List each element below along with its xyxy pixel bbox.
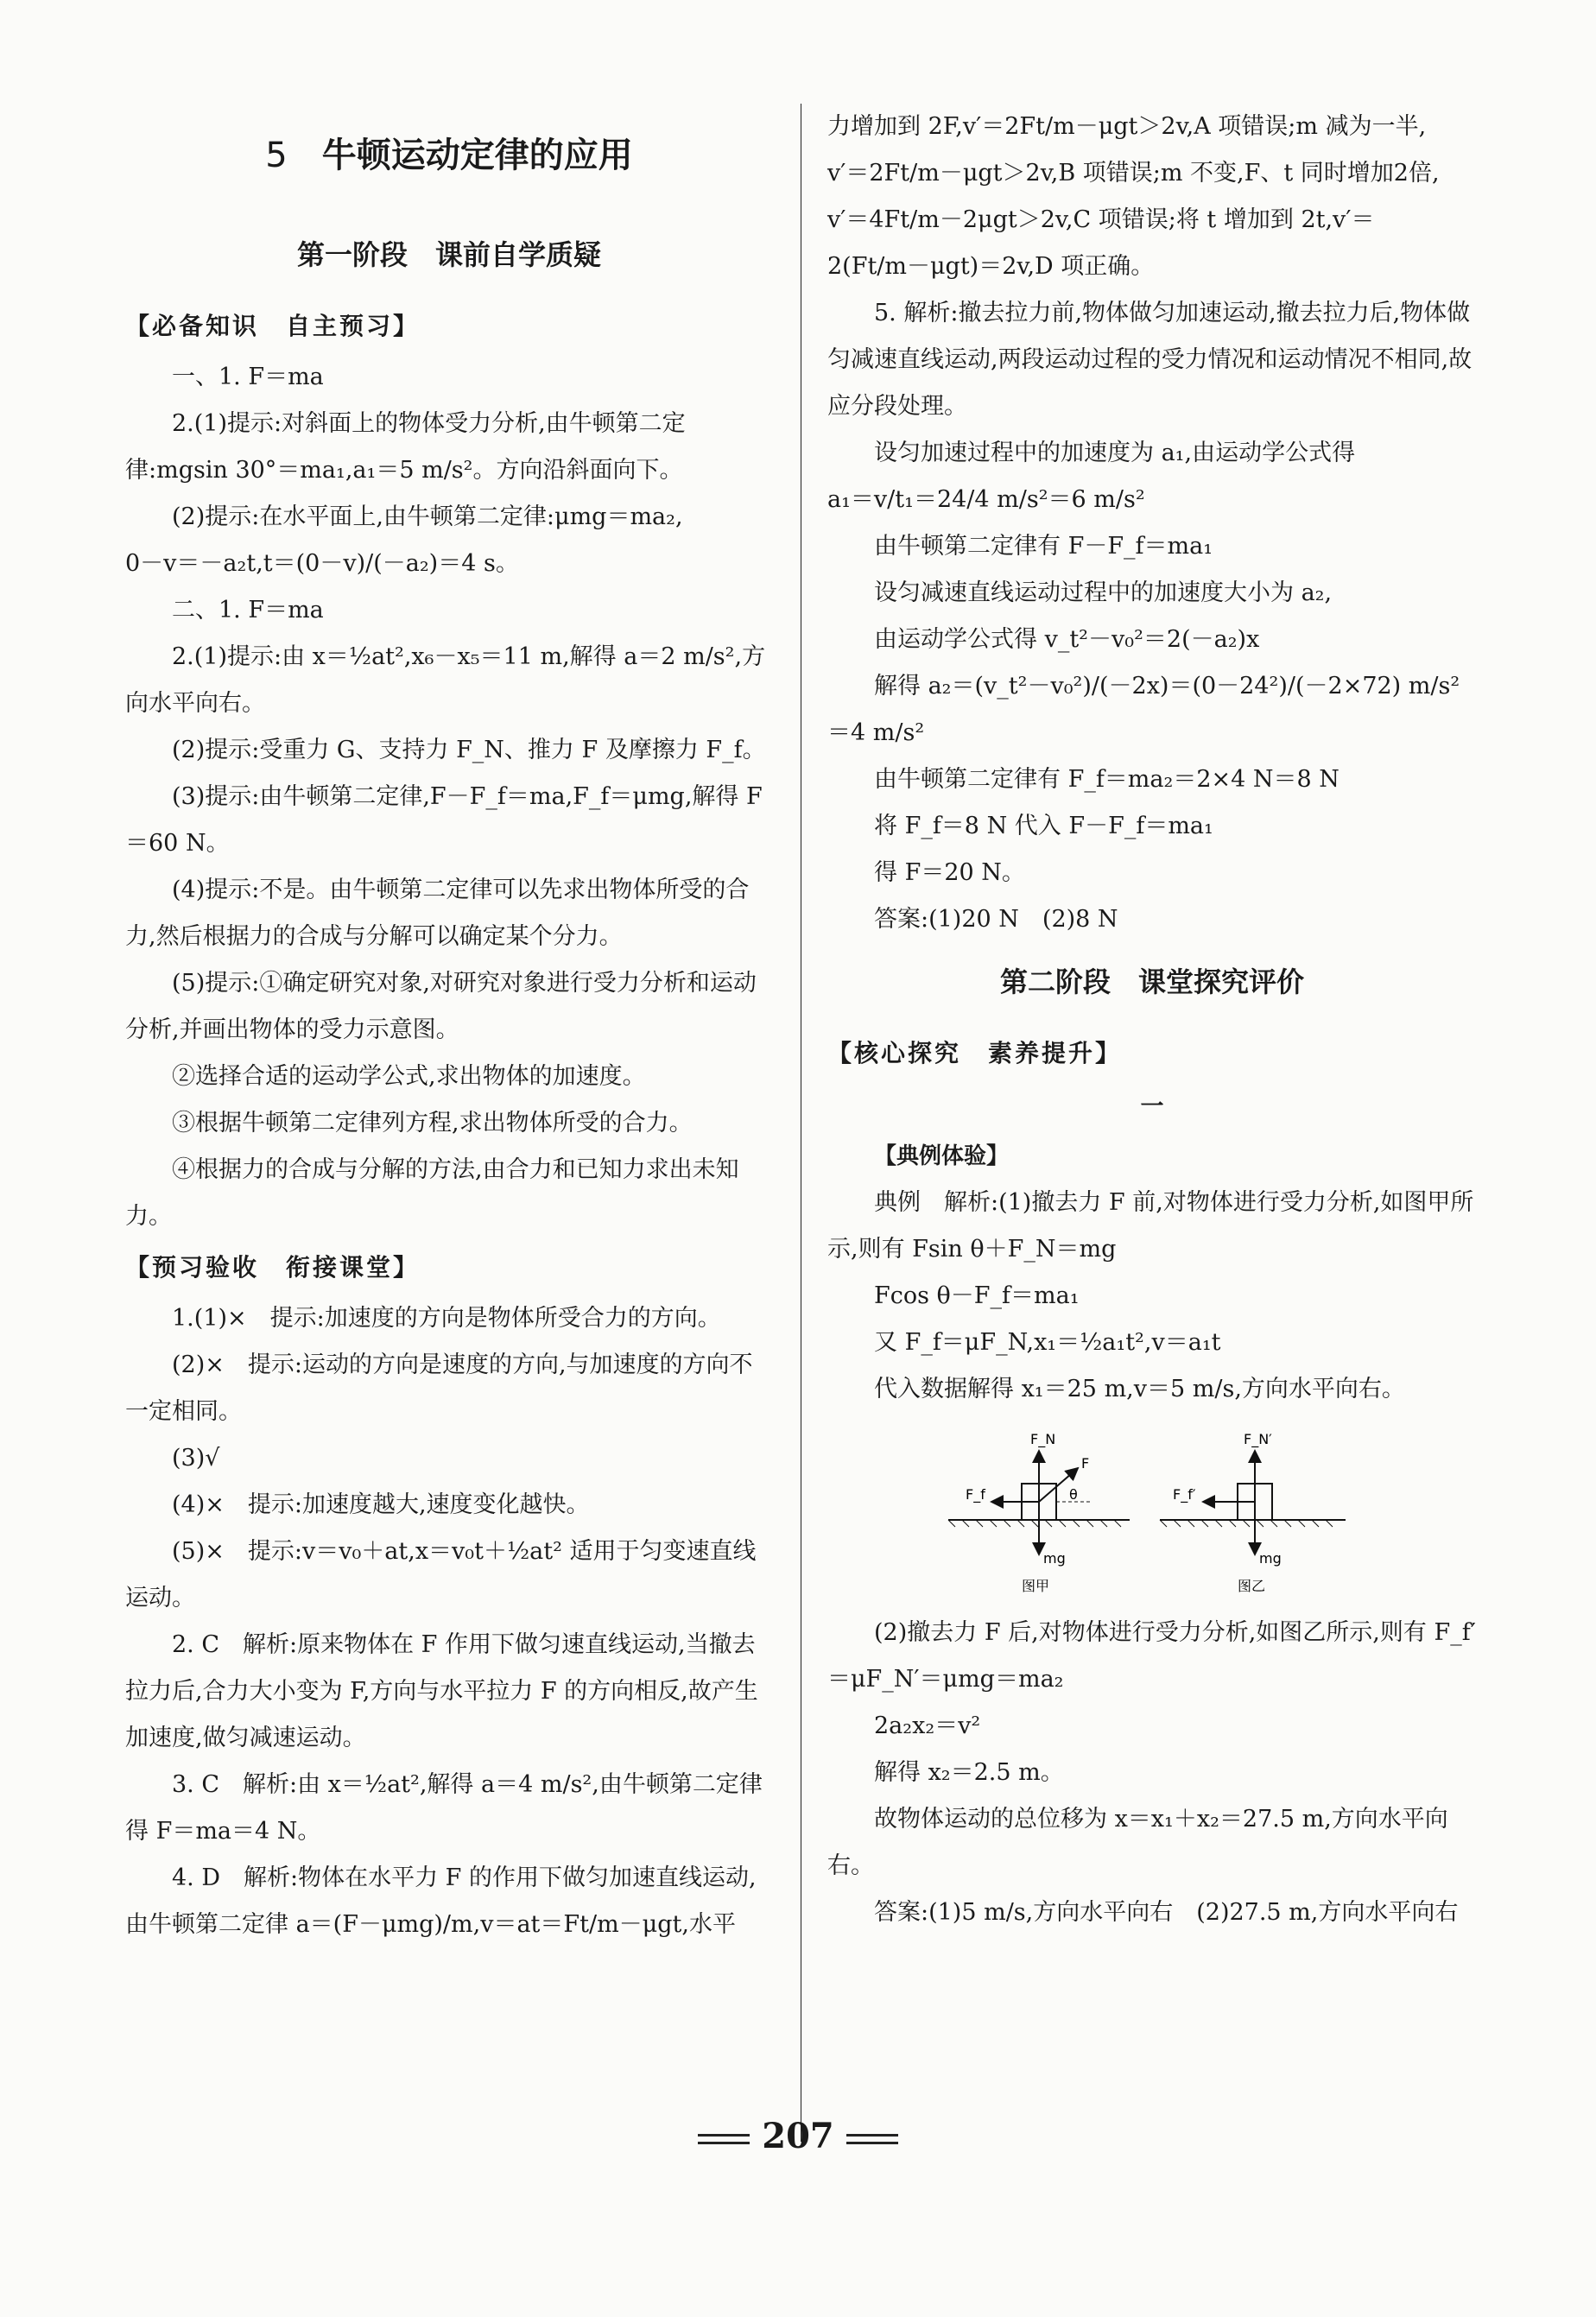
chapter-number: 5	[265, 136, 288, 175]
solution-line: 由牛顿第二定律有 F_f＝ma₂＝2×4 N＝8 N	[874, 766, 1340, 793]
answer-line: 一、1. F＝ma	[172, 364, 324, 390]
solution-line: 设匀加速过程中的加速度为 a₁,由运动学公式得	[874, 440, 1356, 466]
example-line: Fcos θ－F_f＝ma₁	[874, 1282, 1080, 1309]
section-core: 【核心探究 素养提升】	[827, 1039, 1123, 1067]
example-line: (2)撤去力 F 后,对物体进行受力分析,如图乙所示,则有 F_f′＝μF_N′＝μmg＝ma₂	[827, 1619, 1476, 1693]
example-answer: 答案:(1)5 m/s,方向水平向右 (2)27.5 m,方向水平向右	[874, 1899, 1459, 1926]
caption-jia: 图甲	[1022, 1578, 1050, 1594]
section-preview: 【预习验收 衔接课堂】	[125, 1253, 421, 1282]
solution-line: v′＝2Ft/m－μgt＞2v,B 项错误;m 不变,F、t 同时增加2倍,	[827, 160, 1440, 187]
page-number	[0, 2116, 1596, 2156]
solution-line: 由牛顿第二定律有 F－F_f＝ma₁	[874, 533, 1213, 560]
answer-line: 2.(1)提示:由 x＝½at²,x₆－x₅＝11 m,解得 a＝2 m/s²,方向水平向右。	[125, 643, 766, 717]
answer-line: (5)提示:①确定研究对象,对研究对象进行受力分析和运动分析,并画出物体的受力示意图。	[125, 970, 757, 1043]
ground-hatch	[1160, 1520, 1333, 1527]
preview-line: 2. C 解析:原来物体在 F 作用下做匀速直线运动,当撤去拉力后,合力大小变为 F,方向与水平拉力 F 的方向相反,故产生加速度,做匀减速运动。	[125, 1631, 758, 1751]
preview-line: 4. D 解析:物体在水平力 F 的作用下做匀加速直线运动,由牛顿第二定律 a＝(F－μmg)/m,v＝at＝Ft/m－μgt,水平	[125, 1864, 757, 1938]
answer-line: 二、1. F＝ma	[172, 597, 324, 624]
example-line: 代入数据解得 x₁＝25 m,v＝5 m/s,方向水平向右。	[874, 1376, 1405, 1402]
stage-2-heading: 第二阶段 课堂探究评价	[999, 965, 1304, 998]
preview-line: (2)× 提示:运动的方向是速度的方向,与加速度的方向不一定相同。	[125, 1352, 753, 1425]
right-column	[827, 104, 1477, 1936]
label-f: F	[1081, 1455, 1090, 1472]
preview-line: 3. C 解析:由 x＝½at²,解得 a＝4 m/s²,由牛顿第二定律得 F＝ma＝4 N。	[125, 1771, 763, 1845]
solution-line: 解得 a₂＝(v_t²－v₀²)/(－2x)＝(0－24²)/(－2×72) m/s²＝4 m/s²	[827, 673, 1460, 746]
example-line: 故物体运动的总位移为 x＝x₁＋x₂＝27.5 m,方向水平向右。	[827, 1806, 1448, 1879]
solution-line: 5. 解析:撤去拉力前,物体做匀加速运动,撤去拉力后,物体做匀减速直线运动,两段运动过程的受力情况和运动情况不相同,故应分段处理。	[827, 300, 1472, 420]
answer-line: (2)提示:在水平面上,由牛顿第二定律:μmg＝ma₂,	[172, 503, 683, 530]
preview-line: 1.(1)× 提示:加速度的方向是物体所受合力的方向。	[172, 1305, 721, 1332]
example-line: 解得 x₂＝2.5 m。	[874, 1759, 1064, 1786]
solution-line: 将 F_f＝8 N 代入 F－F_f＝ma₁	[874, 813, 1213, 839]
figure-jia	[948, 1431, 1130, 1594]
preview-line: (3)√	[172, 1445, 220, 1472]
figure-yi	[1160, 1431, 1346, 1594]
label-ff-prime: F_f′	[1173, 1486, 1196, 1503]
stage-1-heading: 第一阶段 课前自学质疑	[296, 238, 601, 271]
label-mg: mg	[1043, 1550, 1066, 1567]
chapter-name: 牛顿运动定律的应用	[321, 136, 633, 175]
chapter-title	[125, 121, 773, 190]
solution-line: 由运动学公式得 v_t²－v₀²＝2(－a₂)x	[874, 626, 1260, 653]
solution-line: a₁＝v/t₁＝24/4 m/s²＝6 m/s²	[827, 486, 1145, 513]
caption-yi: 图乙	[1238, 1578, 1266, 1594]
answer-line: (3)提示:由牛顿第二定律,F－F_f＝ma,F_f＝μmg,解得 F＝60 N。	[125, 783, 763, 857]
label-fn: F_N	[1030, 1431, 1056, 1447]
answer-line: (4)提示:不是。由牛顿第二定律可以先求出物体所受的合力,然后根据力的合成与分解可以确定某个分力。	[125, 877, 750, 950]
section-knowledge: 【必备知识 自主预习】	[125, 312, 421, 340]
example-line: 2a₂x₂＝v²	[874, 1712, 981, 1739]
page-number-text: 207	[762, 2116, 834, 2156]
subsection-example: 【典例体验】	[874, 1143, 1010, 1169]
ground-hatch	[948, 1520, 1121, 1527]
force-diagram	[940, 1425, 1354, 1598]
solution-line: 力增加到 2F,v′＝2Ft/m－μgt＞2v,A 项错误;m 减为一半,	[827, 113, 1427, 140]
page-number-rule-right	[846, 2134, 898, 2144]
answer-line: ④根据力的合成与分解的方法,由合力和已知力求出未知力。	[125, 1156, 739, 1230]
label-theta: θ	[1069, 1486, 1078, 1503]
label-mg: mg	[1259, 1550, 1282, 1567]
example-line: 典例 解析:(1)撤去力 F 前,对物体进行受力分析,如图甲所示,则有 Fsin θ＋F_N＝mg	[827, 1189, 1474, 1263]
answer-summary: 答案:(1)20 N (2)8 N	[874, 906, 1118, 933]
label-ff: F_f	[966, 1486, 985, 1503]
left-column	[125, 104, 773, 1948]
answer-line: ②选择合适的运动学公式,求出物体的加速度。	[172, 1063, 646, 1090]
page-number-rule-left	[698, 2134, 750, 2144]
preview-line: (4)× 提示:加速度越大,速度变化越快。	[172, 1491, 590, 1518]
answer-line: ③根据牛顿第二定律列方程,求出物体所受的合力。	[172, 1110, 693, 1136]
label-fn-prime: F_N′	[1244, 1431, 1272, 1447]
solution-line: v′＝4Ft/m－2μgt＞2v,C 项错误;将 t 增加到 2t,v′＝	[827, 206, 1375, 233]
solution-line: 2(Ft/m－μgt)＝2v,D 项正确。	[827, 253, 1155, 280]
part-marker: 一	[1140, 1093, 1164, 1120]
example-line: 又 F_f＝μF_N,x₁＝½a₁t²,v＝a₁t	[874, 1329, 1221, 1356]
solution-line: 得 F＝20 N。	[874, 859, 1025, 886]
solution-line: 设匀减速直线运动过程中的加速度大小为 a₂,	[874, 579, 1333, 606]
answer-line: (2)提示:受重力 G、支持力 F_N、推力 F 及摩擦力 F_f。	[172, 737, 766, 763]
answer-line: 0－v＝－a₂t,t＝(0－v)/(－a₂)＝4 s。	[125, 550, 519, 577]
preview-line: (5)× 提示:v＝v₀＋at,x＝v₀t＋½at² 适用于匀变速直线运动。	[125, 1538, 757, 1611]
answer-line: 2.(1)提示:对斜面上的物体受力分析,由牛顿第二定律:mgsin 30°＝ma₁,a₁＝5 m/s²。方向沿斜面向下。	[125, 410, 686, 484]
